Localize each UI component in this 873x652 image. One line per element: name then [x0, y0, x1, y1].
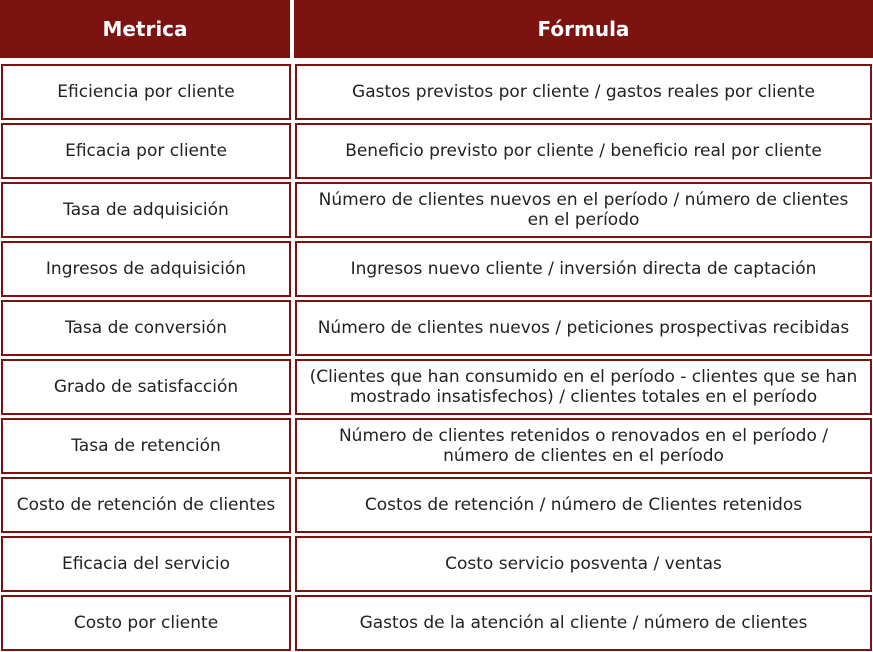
formula-cell: Gastos de la atención al cliente / número de clientes	[295, 595, 872, 651]
metric-cell: Eficacia del servicio	[1, 536, 291, 592]
header-formula: Fórmula	[294, 0, 873, 58]
metric-cell: Tasa de conversión	[1, 300, 291, 356]
formula-cell: Número de clientes nuevos / peticiones prospectivas recibidas	[295, 300, 872, 356]
header-metric: Metrica	[0, 0, 290, 58]
formula-cell: Beneficio previsto por cliente / beneficio real por cliente	[295, 123, 872, 179]
metric-cell: Costo por cliente	[1, 595, 291, 651]
formula-cell: Costo servicio posventa / ventas	[295, 536, 872, 592]
metric-cell: Eficiencia por cliente	[1, 64, 291, 120]
formula-cell: Costos de retención / número de Clientes retenidos	[295, 477, 872, 533]
formula-cell: Ingresos nuevo cliente / inversión directa de captación	[295, 241, 872, 297]
metric-cell: Eficacia por cliente	[1, 123, 291, 179]
metric-cell: Tasa de retención	[1, 418, 291, 474]
metric-cell: Costo de retención de clientes	[1, 477, 291, 533]
formula-cell: Gastos previstos por cliente / gastos reales por cliente	[295, 64, 872, 120]
formula-cell: Número de clientes nuevos en el período / número de clientes en el período	[295, 182, 872, 238]
metric-cell: Tasa de adquisición	[1, 182, 291, 238]
metric-cell: Ingresos de adquisición	[1, 241, 291, 297]
metric-cell: Grado de satisfacción	[1, 359, 291, 415]
formula-cell: (Clientes que han consumido en el período - clientes que se han mostrado insatisfechos) / clientes totales en el período	[295, 359, 872, 415]
formula-cell: Número de clientes retenidos o renovados en el período / número de clientes en el período	[295, 418, 872, 474]
